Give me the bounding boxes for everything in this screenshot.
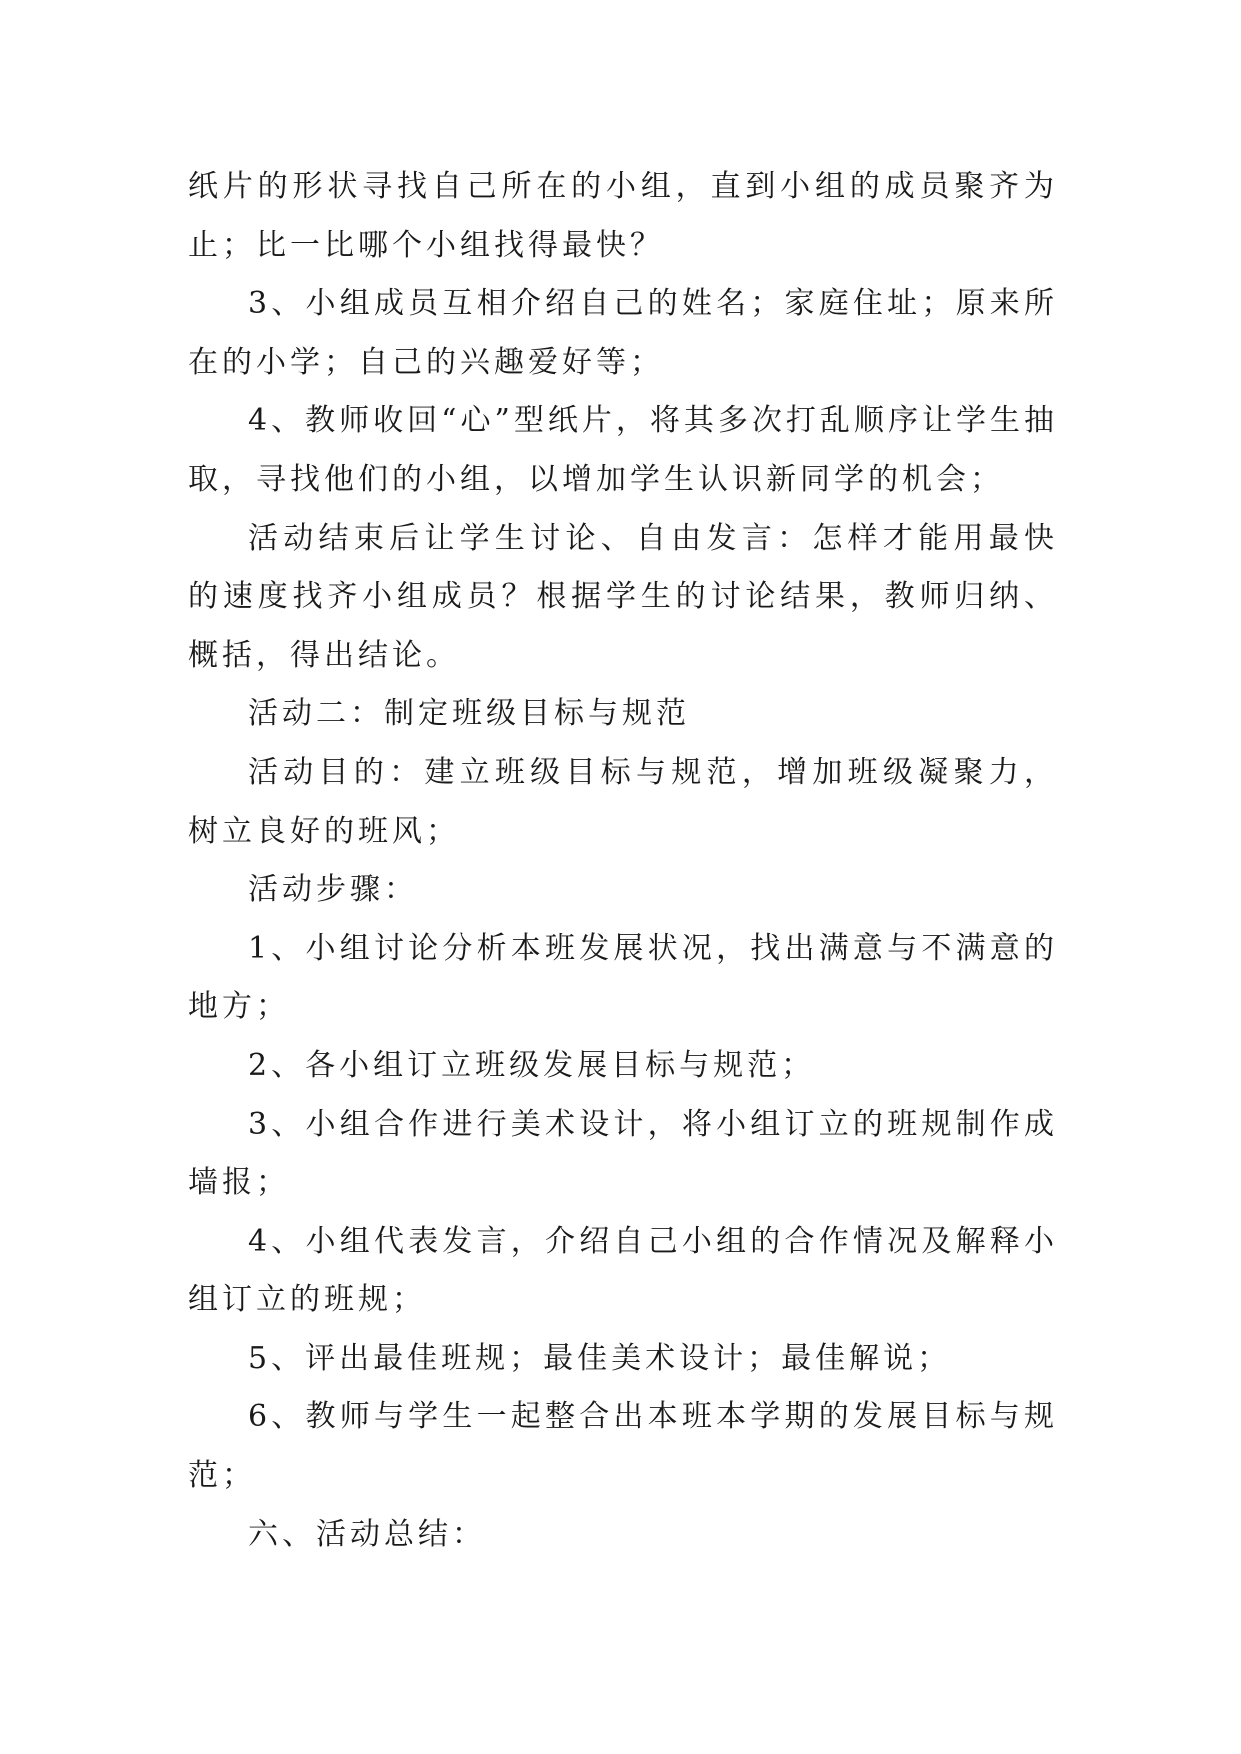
paragraph: 活动结束后让学生讨论、自由发言：怎样才能用最快的速度找齐小组成员？根据学生的讨论结果，教师归纳、概括，得出结论。	[188, 520, 1058, 673]
document-body	[188, 158, 1058, 1564]
list-item: 4、小组代表发言，介绍自己小组的合作情况及解释小组订立的班规；	[188, 1223, 1058, 1318]
list-item: 3、小组合作进行美术设计，将小组订立的班规制作成墙报；	[188, 1106, 1058, 1201]
list-item: 5、评出最佳班规；最佳美术设计；最佳解说；	[248, 1340, 952, 1376]
section-heading: 活动二：制定班级目标与规范	[248, 696, 690, 732]
list-item: 1、小组讨论分析本班发展状况，找出满意与不满意的地方；	[188, 930, 1058, 1025]
paragraph: 3、小组成员互相介绍自己的姓名；家庭住址；原来所在的小学；自己的兴趣爱好等；	[188, 286, 1058, 380]
list-item: 2、各小组订立班级发展目标与规范；	[248, 1047, 816, 1083]
section-heading: 六、活动总结：	[248, 1516, 486, 1552]
list-item: 6、教师与学生一起整合出本班本学期的发展目标与规范；	[188, 1399, 1058, 1494]
paragraph: 活动步骤：	[248, 872, 418, 908]
paragraph: 纸片的形状寻找自己所在的小组，直到小组的成员聚齐为止；比一比哪个小组找得最快？	[188, 169, 1058, 263]
paragraph: 活动目的：建立班级目标与规范，增加班级凝聚力，树立良好的班风；	[188, 754, 1058, 849]
paragraph: 4、教师收回“心”型纸片，将其多次打乱顺序让学生抽取，寻找他们的小组，以增加学生认识新同学的机会；	[188, 403, 1058, 497]
